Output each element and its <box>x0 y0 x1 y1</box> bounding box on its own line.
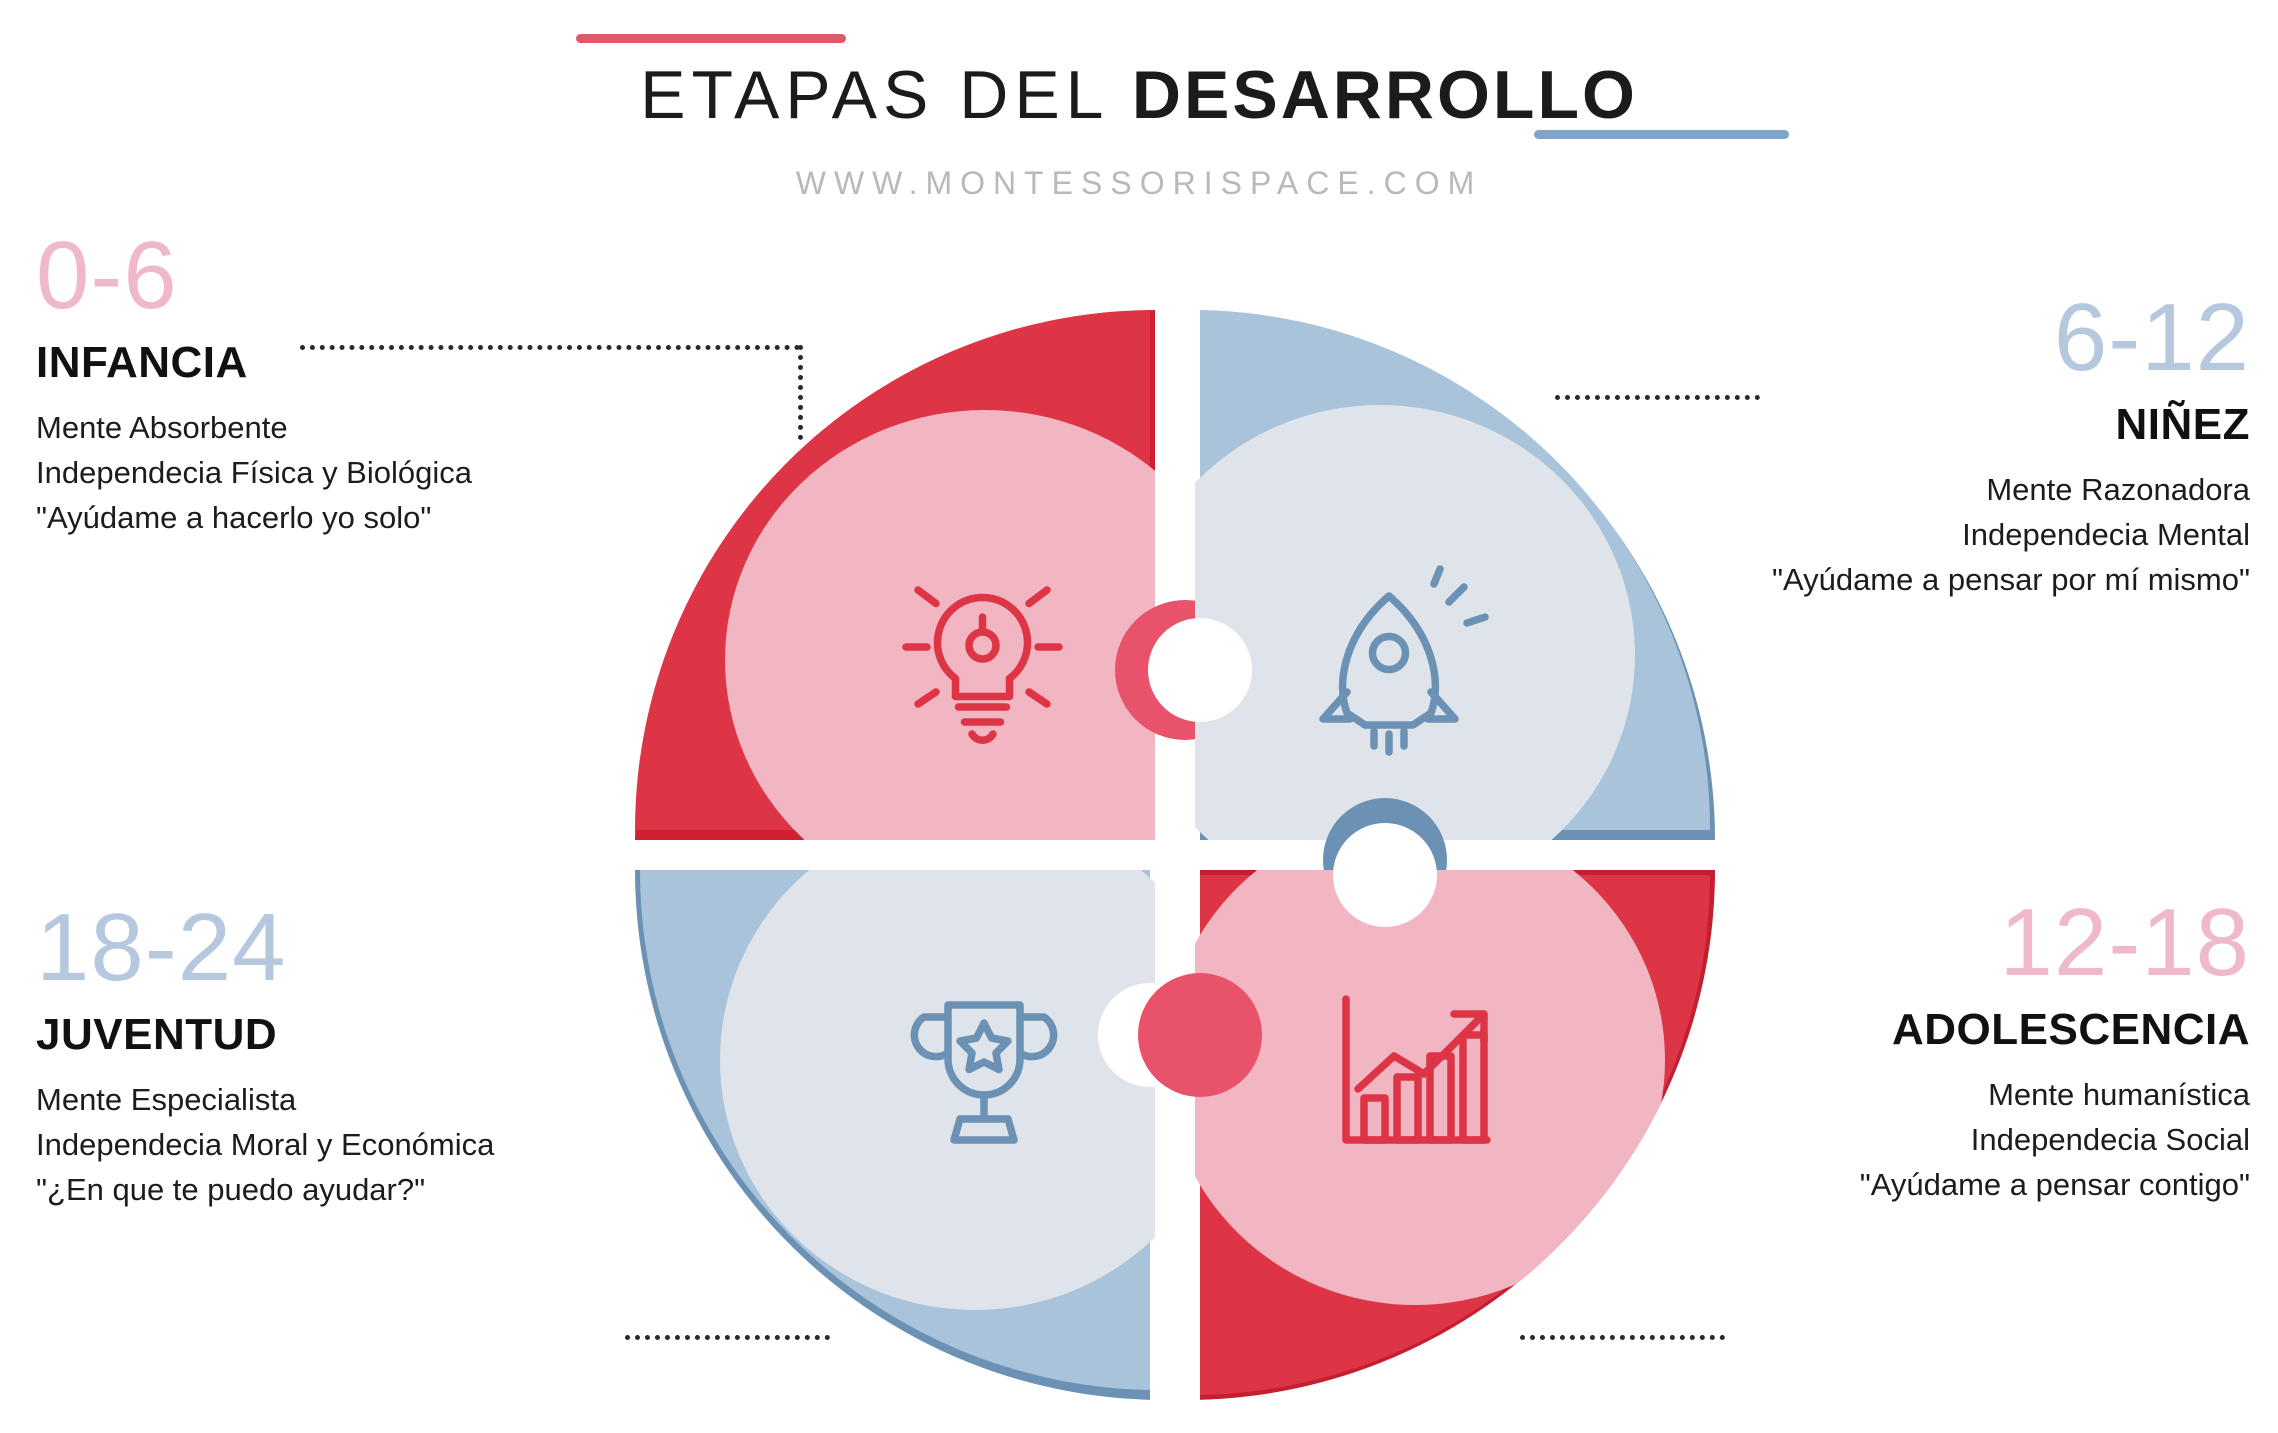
title-rule-top <box>576 34 846 43</box>
puzzle-piece-ninez[interactable] <box>1125 310 1720 922</box>
stage-line: Independecia Mental <box>1962 516 2250 552</box>
stage-name-juventud: JUVENTUD <box>36 1010 278 1059</box>
page-title <box>0 56 2278 134</box>
stage-age-adolescencia: 12-18 <box>1999 889 2250 996</box>
stage-block-adolescencia <box>1700 889 2250 1208</box>
stage-line: Independecia Física y Biológica <box>36 454 472 490</box>
stage-line: Mente Absorbente <box>36 410 288 445</box>
page-title-light: ETAPAS DEL <box>640 57 1132 133</box>
stage-lines-infancia <box>36 406 656 541</box>
stage-name-infancia: INFANCIA <box>36 338 248 387</box>
stage-lines-juventud <box>36 1078 656 1213</box>
header <box>0 0 2278 240</box>
page-title-bold: DESARROLLO <box>1131 57 1638 133</box>
puzzle-piece-adolescencia[interactable] <box>1138 815 1720 1400</box>
puzzle-piece-juventud[interactable] <box>630 810 1230 1400</box>
stage-line: Mente humanística <box>1988 1077 2250 1112</box>
stage-lines-ninez <box>1770 468 2250 603</box>
stage-lines-adolescencia <box>1700 1073 2250 1208</box>
stage-block-ninez <box>1770 284 2250 603</box>
stage-line: Independecia Moral y Económica <box>36 1126 495 1162</box>
stage-line: "Ayúdame a pensar por mí mismo" <box>1771 561 2250 597</box>
stage-block-infancia <box>36 222 656 541</box>
stage-line: "Ayúdame a pensar contigo" <box>1859 1166 2250 1202</box>
stage-line: "Ayúdame a hacerlo yo solo" <box>36 499 432 535</box>
stage-line: Independecia Social <box>1970 1121 2250 1157</box>
stage-age-ninez: 6-12 <box>2053 284 2250 391</box>
puzzle-diagram <box>625 300 1725 1410</box>
stage-age-juventud: 18-24 <box>36 894 287 1001</box>
stage-line: "¿En que te puedo ayudar?" <box>36 1171 426 1207</box>
puzzle-piece-infancia[interactable] <box>635 310 1255 910</box>
stage-name-adolescencia: ADOLESCENCIA <box>1891 1005 2250 1054</box>
stage-line: Mente Especialista <box>36 1082 297 1117</box>
stage-line: Mente Razonadora <box>1986 472 2250 507</box>
site-url: WWW.MONTESSORISPACE.COM <box>795 165 1483 201</box>
stage-block-juventud <box>36 894 656 1213</box>
stage-name-ninez: NIÑEZ <box>2115 400 2250 449</box>
stage-age-infancia: 0-6 <box>36 222 178 329</box>
